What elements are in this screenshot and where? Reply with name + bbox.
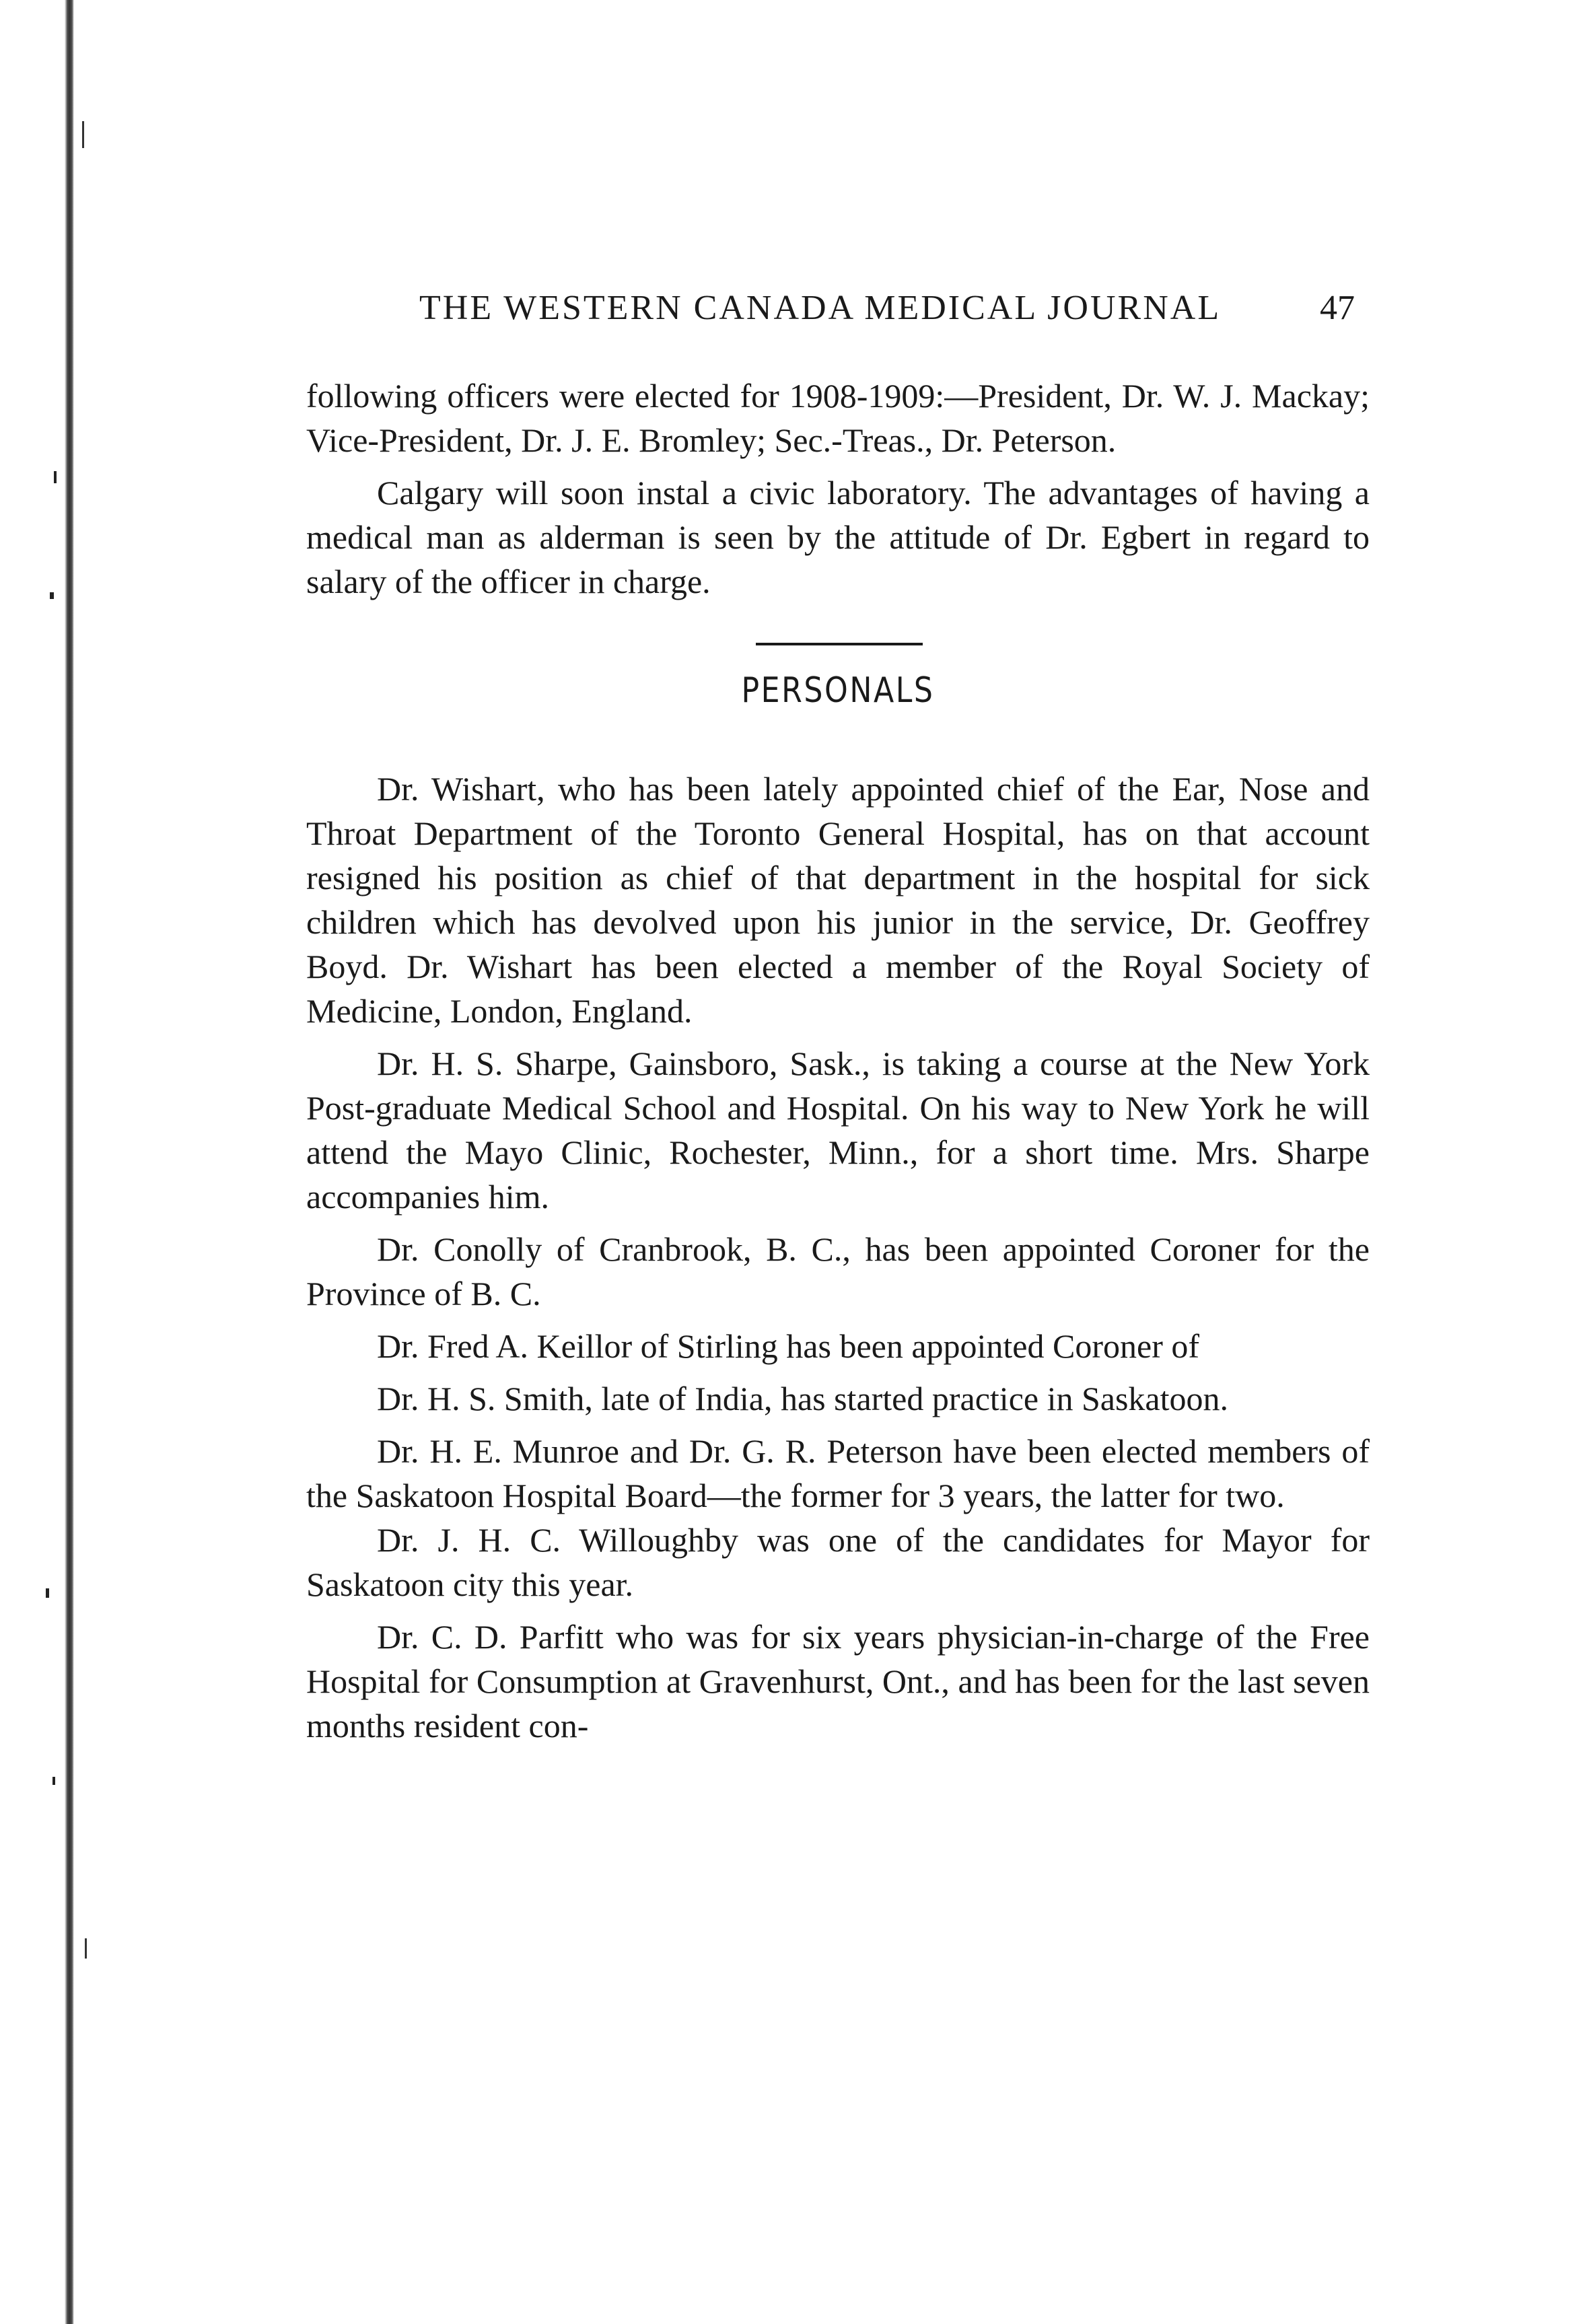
section-heading-personals: PERSONALS <box>741 670 935 711</box>
paragraph-parfitt: Dr. C. D. Parfitt who was for six years physician-in-charge of the Free Hospital for Consumption at Gravenhurst, Ont., and has been for the last seven months resident con- <box>306 1618 1370 1745</box>
paragraph-sharpe: Dr. H. S. Sharpe, Gainsboro, Sask., is taking a course at the New York Post-graduate Medical School and Hospital. On his way to New York he will attend the Mayo Clinic, Rochester, Minn., for a short time. Mrs. Sharpe accompanies him. <box>306 1045 1370 1216</box>
paragraph-munroe-peterson: Dr. H. E. Munroe and Dr. G. R. Peterson have been elected members of the Saskatoon Hospital Board—the former for 3 years, the latter for two. <box>306 1432 1370 1514</box>
journal-page <box>306 0 1370 2324</box>
paragraph-officers: following officers were elected for 1908-1909:—President, Dr. W. J. Mackay; Vice-President, Dr. J. E. Bromley; Sec.-Treas., Dr. Peterson. <box>306 377 1370 459</box>
section-divider <box>756 643 923 645</box>
paragraph-smith: Dr. H. S. Smith, late of India, has started practice in Saskatoon. <box>377 1380 1229 1417</box>
paragraph-conolly: Dr. Conolly of Cranbrook, B. C., has been appointed Coroner for the Province of B. C. <box>306 1230 1370 1312</box>
journal-title: THE WESTERN CANADA MEDICAL JOURNAL <box>419 289 1222 327</box>
paragraph-willoughby: Dr. J. H. C. Willoughby was one of the candidates for Mayor for Saskatoon city this year. <box>306 1521 1370 1603</box>
article-body <box>306 374 1370 1756</box>
paragraph-keillor: Dr. Fred A. Keillor of Stirling has been appointed Coroner of <box>377 1327 1199 1365</box>
paragraph-wishart: Dr. Wishart, who has been lately appointed chief of the Ear, Nose and Throat Department of the Toronto General Hospital, has on that account resigned his position as chief of that department in the hospital for sick children which has devolved upon his junior in the service, Dr. Geoffrey Boyd. Dr. Wishart has been elected a member of the Royal Society of Medicine, London, England. <box>306 770 1370 1030</box>
page-number: 47 <box>1320 289 1355 327</box>
scan-binding-specks <box>40 0 94 2324</box>
paragraph-calgary-laboratory: Calgary will soon instal a civic laboratory. The advantages of having a medical man as alderman is seen by the attitude of Dr. Egbert in regard to salary of the officer in charge. <box>306 474 1370 600</box>
running-head <box>419 288 1355 335</box>
